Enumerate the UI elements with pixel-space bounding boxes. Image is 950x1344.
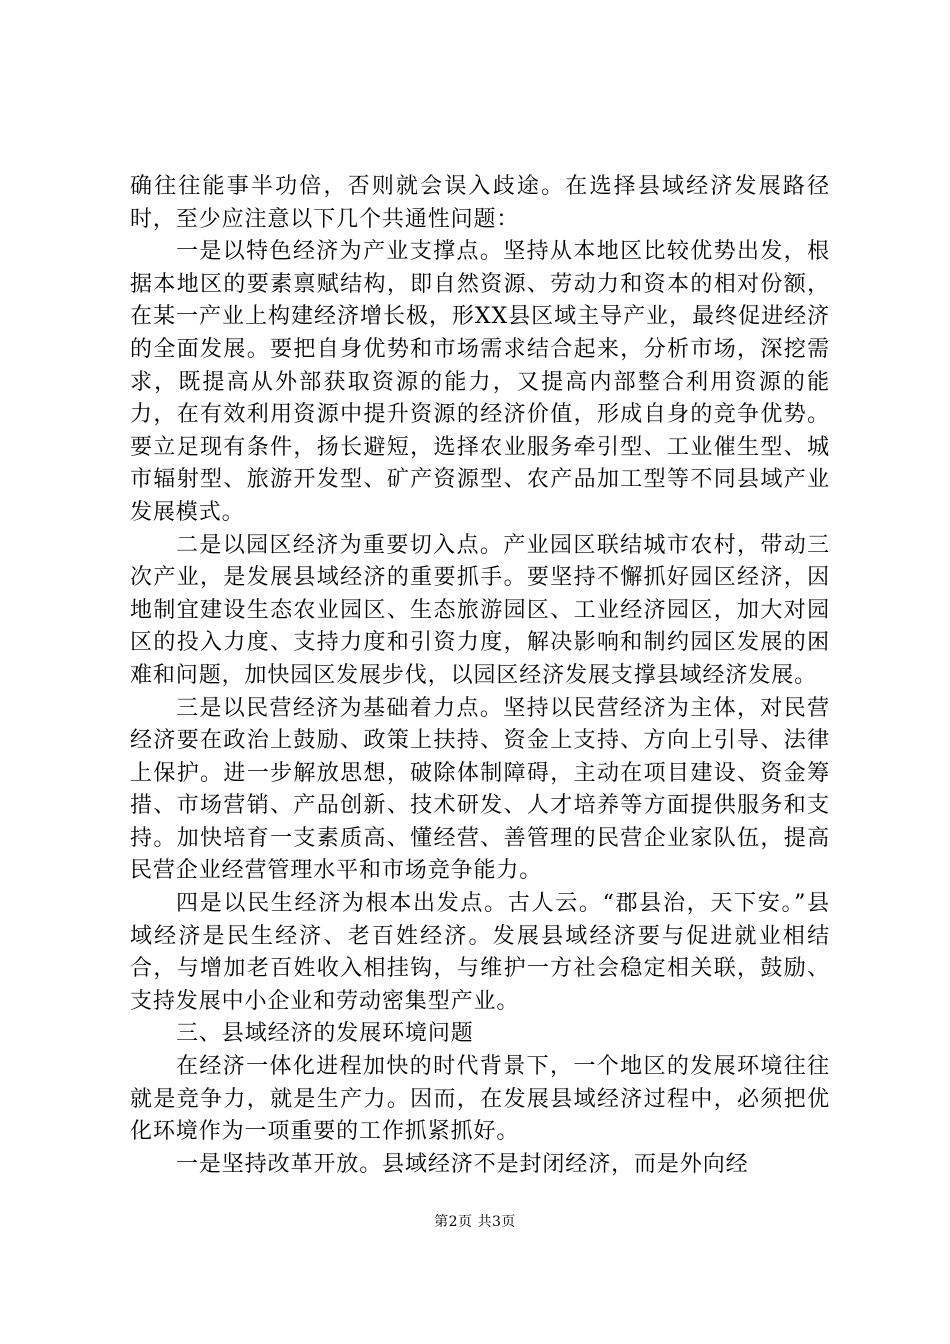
document-body bbox=[130, 171, 830, 1181]
paragraph-livelihood-economy: 四是以民生经济为根本出发点。古人云。“郡县治，天下安。”县域经济是民生经济、老百姓经济。发展县域经济要与促进就业相结合，与增加老百姓收入相挂钩，与维护一方社会稳定相关联，鼓励、支持发展中小企业和劳动密集型产业。 bbox=[130, 891, 830, 1014]
paragraph-characteristic-economy: 一是以特色经济为产业支撑点。坚持从本地区比较优势出发，根据本地区的要素禀赋结构，即自然资源、劳动力和资本的相对份额，在某一产业上构建经济增长极，形XX县区域主导产业，最终促进经济的全面发展。要把自身优势和市场需求结合起来，分析市场，深挖需求，既提高从外部获取资源的能力，又提高内部整合利用资源的能力，在有效利用资源中提升资源的经济价值，形成自身的竞争优势。要立足现有条件，扬长避短，选择农业服务牵引型、工业催生型、城市辐射型、旅游开发型、矿产资源型、农产品加工型等不同县域产业发展模式。 bbox=[130, 239, 830, 525]
page-footer: 第2页 共3页 bbox=[434, 1214, 516, 1230]
paragraph-park-economy: 二是以园区经济为重要切入点。产业园区联结城市农村，带动三次产业，是发展县域经济的重要抓手。要坚持不懈抓好园区经济，因地制宜建设生态农业园区、生态旅游园区、工业经济园区，加大对园区的投入力度、支持力度和引资力度，解决影响和制约园区发展的困难和问题，加快园区发展步伐，以园区经济发展支撑县域经济发展。 bbox=[130, 532, 830, 688]
paragraph-continuation: 确往往能事半功倍，否则就会误入歧途。在选择县域经济发展路径时，至少应注意以下几个共通性问题： bbox=[130, 174, 830, 232]
section-heading-environment: 三、县域经济的发展环境问题 bbox=[176, 1021, 474, 1047]
paragraph-private-economy: 三是以民营经济为基础着力点。坚持以民营经济为主体，对民营经济要在政治上鼓励、政策上扶持、资金上支持、方向上引导、法律上保护。进一步解放思想，破除体制障碍，主动在项目建设、资金筹措、市场营销、产品创新、技术研发、人才培养等方面提供服务和支持。加快培育一支素质高、懂经营、善管理的民营企业家队伍，提高民营企业经营管理水平和市场竞争能力。 bbox=[130, 695, 830, 884]
paragraph-reform-opening: 一是坚持改革开放。县域经济不是封闭经济，而是外向经 bbox=[176, 1151, 749, 1177]
paragraph-environment-intro: 在经济一体化进程加快的时代背景下，一个地区的发展环境往往就是竞争力，就是生产力。因而，在发展县域经济过程中，必须把优化环境作为一项重要的工作抓紧抓好。 bbox=[130, 1054, 830, 1145]
